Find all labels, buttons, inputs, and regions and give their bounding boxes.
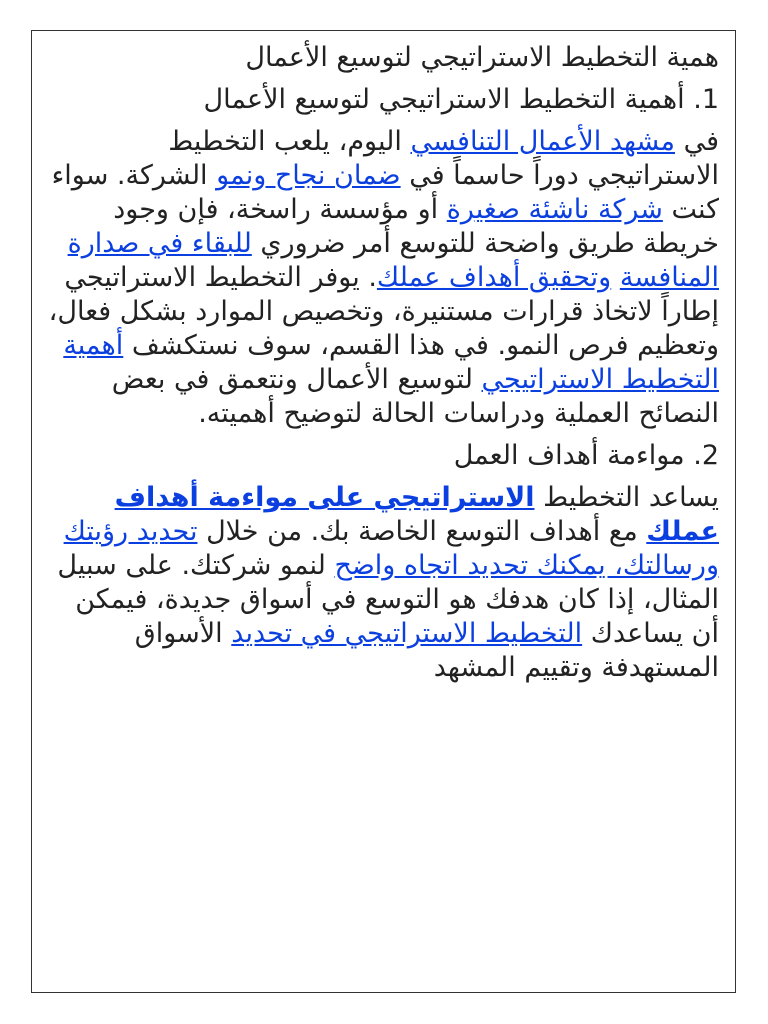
link-ensure-success-growth[interactable]: ضمان نجاح ونمو: [216, 160, 401, 191]
section1-text-3: الشركة. سواء كنت: [51, 160, 719, 225]
link-importance-strategic-planning[interactable]: أهمية التخطيط الاستراتيجي: [63, 330, 719, 395]
article-content: [32, 31, 735, 695]
section1-text-1: في: [675, 126, 719, 157]
document-frame: [31, 30, 736, 993]
section1-heading: 1. أهمية التخطيط الاستراتيجي لتوسيع الأعمال: [203, 84, 719, 115]
link-strategic-planning-identify[interactable]: التخطيط الاستراتيجي في تحديد: [231, 618, 583, 649]
section2-text-2: مع أهداف التوسع الخاصة بك. من خلال: [197, 516, 647, 547]
link-achieve-business-goals[interactable]: وتحقيق أهداف عملك: [376, 262, 612, 293]
section1-text-6: . يوفر التخطيط الاستراتيجي إطاراً لاتخاذ قرارات مستنيرة، وتخصيص الموارد بشكل فعال، وتعظيم فرص النمو. في هذا القسم، سوف نستكشف: [48, 262, 719, 361]
section2-paragraph: [46, 481, 719, 685]
section1-text-2: اليوم، يلعب التخطيط الاستراتيجي دوراً حاسماً في: [168, 126, 719, 191]
section2-heading: 2. مواءمة أهداف العمل: [453, 440, 719, 471]
title-fragment: همية التخطيط الاستراتيجي لتوسيع الأعمال: [245, 42, 719, 73]
section1-text-4: أو مؤسسة راسخة، فإن وجود خريطة طريق واضحة للتوسع أمر ضروري: [113, 194, 719, 259]
link-define-vision-mission[interactable]: تحديد رؤيتك ورسالتك، يمكنك تحديد اتجاه واضح: [63, 516, 719, 581]
section1-text-5: [611, 262, 620, 293]
section2-text-3: لنمو شركتك. على سبيل المثال، إذا كان هدفك هو التوسع في أسواق جديدة، فيمكن أن يساعدك: [57, 550, 719, 649]
link-stay-ahead-competition[interactable]: للبقاء في صدارة المنافسة: [67, 228, 719, 293]
section1-paragraph: [46, 125, 719, 431]
section1-text-7: لتوسيع الأعمال ونتعمق في بعض النصائح العملية ودراسات الحالة لتوضيح أهميته.: [111, 364, 719, 429]
link-competitive-business-landscape[interactable]: مشهد الأعمال التنافسي: [410, 126, 675, 157]
link-small-startup[interactable]: شركة ناشئة صغيرة: [446, 194, 663, 225]
link-align-business-goals[interactable]: الاستراتيجي على مواءمة أهداف عملك: [114, 482, 719, 547]
section2-text-1: يساعد التخطيط: [534, 482, 719, 513]
section2-text-4: الأسواق المستهدفة وتقييم المشهد: [134, 618, 719, 683]
